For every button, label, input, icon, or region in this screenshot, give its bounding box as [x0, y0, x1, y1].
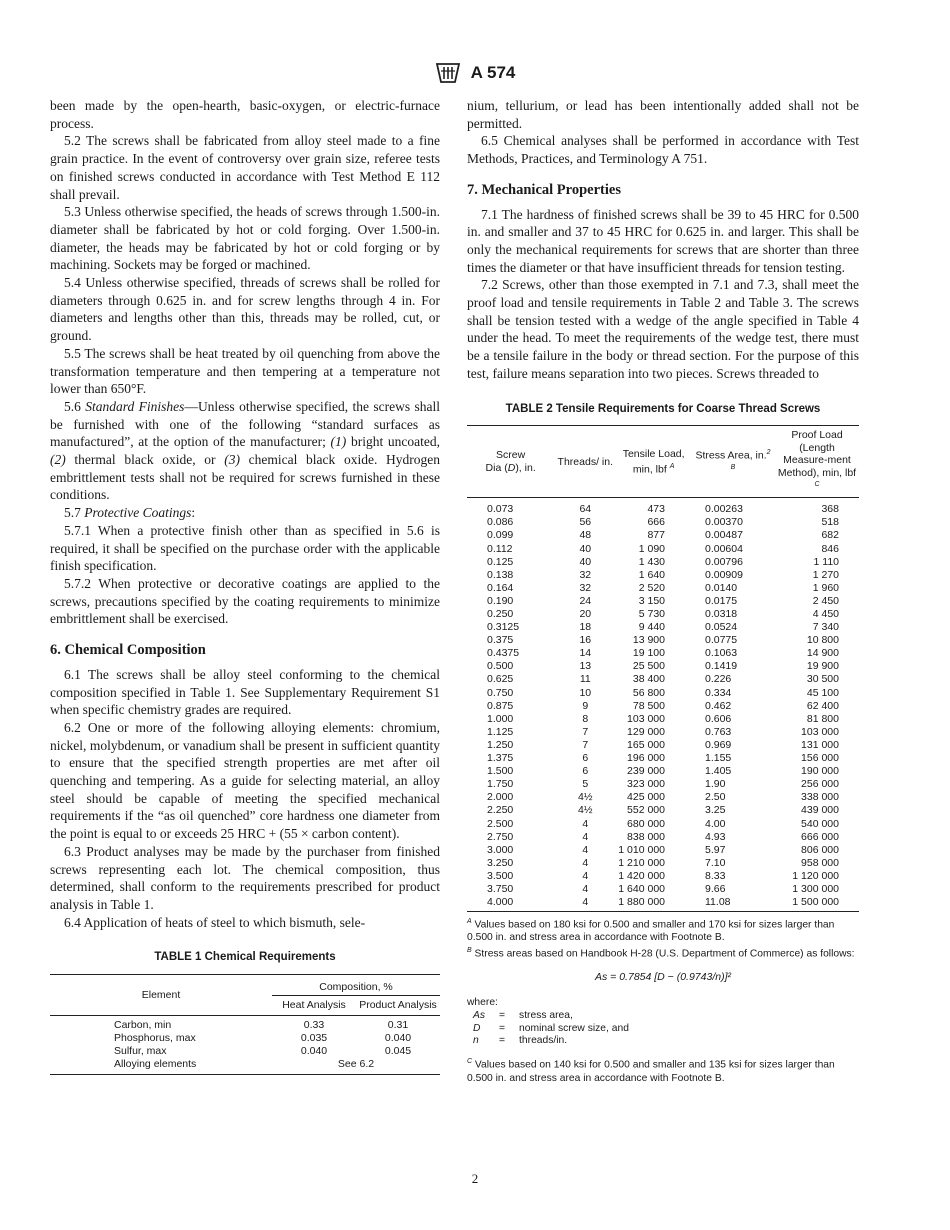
table-cell: 4 [582, 856, 589, 869]
paragraph-5-7: 5.7 Protective Coatings: [64, 505, 196, 521]
table2-footnote-c: $^C$ Values based on 140 ksi for 0.500 and smaller and 135 ksi for sizes larger than 0.500 in. and stress area in accordance with Footnote B. [467, 1058, 835, 1084]
table-cell: 256 000 [801, 778, 839, 791]
table1-header-composition: Composition, % [272, 975, 440, 996]
table-cell: 4.000 [487, 896, 514, 909]
table-cell: 40 [579, 542, 592, 555]
table-cell: 11 [579, 673, 591, 686]
table-cell: 4.00 [705, 817, 726, 830]
paragraph-5-5: 5.5 The screws shall be heat treated by oil quenching from above the transformation temperature and then tempering at a temperature not lower than 650°F. [50, 345, 440, 397]
table-cell: 40 [579, 555, 592, 568]
table-cell: 368 [821, 503, 839, 516]
table-cell: 56 800 [632, 686, 665, 699]
table-cell: 425 000 [627, 791, 665, 804]
table-cell: 19 100 [632, 647, 665, 660]
table-cell: 1 120 000 [792, 869, 839, 882]
table-cell: 4½ [577, 791, 593, 804]
table-cell: 4 [582, 896, 589, 909]
table-row [467, 529, 859, 542]
table-cell: 9 440 [638, 621, 665, 634]
table-cell: 9.66 [705, 882, 726, 895]
table-cell: 239 000 [627, 765, 665, 778]
table-cell: 8.33 [705, 869, 726, 882]
table-cell: 38 400 [632, 673, 665, 686]
paragraph-5-7-1: 5.7.1 When a protective finish other than as specified in 5.6 is required, it shall be specified on the purchase order with the applicable finish specification. [50, 522, 440, 574]
paragraph-5-3: 5.3 Unless otherwise specified, the heads of screws through 1.500-in. diameter shall be fabricated by hot or cold forging. Over 1.500-in. diameter, the heads may be fabricated by hot or cold forging or by machining. Sockets may be forged or machined. [50, 204, 440, 273]
table-cell: 5 730 [638, 608, 665, 620]
table-cell: 6 [582, 752, 589, 765]
table-cell: 0.138 [487, 568, 514, 581]
table-cell: 518 [821, 516, 839, 529]
table-cell: 666 000 [801, 830, 839, 843]
table-cell: 4.93 [705, 830, 726, 843]
table-cell: 0.606 [705, 712, 732, 725]
paragraph-6-5: 6.5 Chemical analyses shall be performed in accordance with Test Methods, Practices, and Terminology A 751. [467, 133, 859, 167]
table-row [467, 896, 859, 912]
table-cell: 1 090 [638, 542, 665, 555]
table-cell: 0.00909 [705, 568, 743, 581]
table-cell: 2.000 [487, 791, 514, 804]
table-cell: 4 [582, 882, 589, 895]
page-header [0, 62, 950, 84]
table-cell: 877 [647, 529, 665, 542]
table-row [467, 687, 859, 700]
table-cell: 1 430 [638, 555, 665, 568]
table-cell: 0.462 [705, 699, 732, 712]
table-cell: 1.90 [705, 778, 726, 791]
table-cell: 0.0775 [705, 634, 738, 647]
table-cell: 32 [579, 568, 592, 581]
table-cell: 1 300 000 [792, 882, 839, 895]
table1-chemical-requirements [50, 974, 440, 1075]
table-row [467, 831, 859, 844]
table-cell: 11.08 [705, 896, 731, 909]
table-cell: 24 [579, 594, 592, 607]
table-cell: 10 [579, 686, 592, 699]
table-cell: 56 [579, 516, 592, 529]
table-cell: 131 000 [801, 738, 839, 751]
table-cell: 103 000 [627, 712, 665, 725]
table-row: Sulfur, max 0.040 0.045 [114, 1045, 412, 1058]
table-cell: 1.155 [705, 752, 732, 765]
table-cell: 0.0140 [705, 581, 738, 594]
table-cell: 156 000 [801, 752, 839, 765]
table-cell: 48 [579, 529, 592, 542]
table-cell: 10 800 [806, 634, 839, 647]
table-cell: 3.500 [487, 869, 514, 882]
table1-header-element: Element [50, 975, 272, 1016]
table-cell: 25 500 [632, 660, 665, 673]
table-cell: 3 150 [638, 594, 665, 607]
table-cell: 0.125 [487, 555, 514, 568]
table-cell: 62 400 [806, 699, 839, 712]
table-row [467, 516, 859, 529]
table-cell: 78 500 [632, 699, 665, 712]
table-cell: 2 520 [638, 581, 665, 594]
table-cell: 552 000 [627, 804, 665, 817]
table-row [467, 739, 859, 752]
table-cell: 1 640 000 [618, 882, 665, 895]
table-row [467, 634, 859, 647]
table-row [467, 673, 859, 686]
table-cell: 4 [582, 843, 589, 856]
where-label: where: [467, 997, 498, 1009]
table-cell: 0.250 [487, 608, 514, 620]
table-cell: 838 000 [627, 830, 665, 843]
paragraph-5-6: 5.6 Standard Finishes—Unless otherwise specified, the screws shall be furnished with one of the following “standard surfaces as manufactured”, at the option of the manufacturer; (1) bright uncoated, (2) thermal black oxide, or (3) chemical black oxide. Hydrogen embrittlement tests shall not be required for screws furnished in these conditions. [50, 398, 441, 503]
table-cell: 190 000 [801, 765, 839, 778]
table-cell: 0.099 [487, 529, 514, 542]
table-cell: 0.073 [487, 503, 514, 516]
table-cell: 45 100 [806, 686, 839, 699]
table-cell: 0.086 [487, 516, 514, 529]
table-cell: 5.97 [705, 843, 726, 856]
table2-tensile-requirements [467, 425, 859, 912]
astm-logo-icon [435, 62, 461, 84]
list-item: As = stress area, [473, 1009, 573, 1021]
table-cell: 682 [821, 529, 839, 542]
table-cell: 0.875 [487, 699, 514, 712]
table-cell: 9 [582, 699, 589, 712]
paragraph-5-4: 5.4 Unless otherwise specified, threads of screws shall be rolled for diameters through 0.625 in. and for screw lengths through 4 in. For diameters and lengths other than this, threads may be rolled, cut, or ground. [50, 275, 440, 344]
table-cell: 1 500 000 [792, 896, 839, 909]
table2-header-threads: Threads/ in. [554, 426, 616, 498]
table-cell: 1 880 000 [618, 896, 665, 909]
table-cell: 1 110 [813, 555, 839, 568]
table-row [467, 543, 859, 556]
paragraph-6-4: 6.4 Application of heats of steel to which bismuth, sele- [64, 914, 366, 930]
table-cell: 0.375 [487, 634, 514, 647]
paragraph: nium, tellurium, or lead has been intentionally added shall not be permitted. [467, 98, 859, 131]
table-cell: 439 000 [801, 804, 839, 817]
table-cell: 0.4375 [487, 647, 520, 660]
table-row [467, 713, 859, 726]
table-row [467, 752, 859, 765]
table-cell: 1 270 [812, 568, 839, 581]
paragraph-5-7-2: 5.7.2 When protective or decorative coatings are applied to the screws, precautions specified by the coating requirements to minimize embrittlement shall be exercised. [50, 575, 440, 627]
table-cell: 1.125 [487, 725, 514, 738]
table-cell: 0.164 [487, 581, 514, 594]
table-row [467, 726, 859, 739]
table-cell: 19 900 [806, 660, 839, 673]
table-cell: 0.334 [705, 686, 732, 699]
table-cell: 3.750 [487, 882, 514, 895]
table-row: Carbon, min 0.33 0.31 [114, 1019, 409, 1032]
table-cell: 3.250 [487, 856, 514, 869]
table-cell: 18 [579, 621, 592, 634]
table-cell: 958 000 [801, 856, 839, 869]
table-cell: 0.625 [487, 673, 514, 686]
paragraph-6-1: 6.1 The screws shall be alloy steel conforming to the chemical composition specified in Table 1. See Supplementary Requirement S1 when specific chemistry grades are required. [50, 666, 440, 718]
table-cell: 0.969 [705, 738, 732, 751]
table-cell: 0.750 [487, 686, 514, 699]
list-item: D = nominal screw size, and [473, 1022, 629, 1034]
table-cell: 20 [579, 608, 592, 620]
table-cell: 2.500 [487, 817, 514, 830]
table-cell: 4 [582, 869, 589, 882]
table-cell: 846 [821, 542, 839, 555]
table-row [467, 582, 859, 595]
table-cell: 2.50 [705, 791, 726, 804]
definitions-list [467, 1010, 637, 1048]
list-item: n = threads/in. [473, 1035, 568, 1047]
table-row [467, 883, 859, 896]
table-row [467, 818, 859, 831]
paragraph-6-3: 6.3 Product analyses may be made by the purchaser from finished screws representing each lot. The chemical composition, thus determined, shall conform to the requirements prescribed for product analysis in Table 1. [50, 843, 440, 912]
table-row [467, 804, 859, 817]
table-cell: 4 [582, 817, 589, 830]
table2-footnote-b: $^B$ Stress areas based on Handbook H-28 (U.S. Department of Commerce) as follows: [467, 947, 855, 960]
table-cell: 806 000 [801, 843, 839, 856]
table-cell: 3.25 [705, 804, 726, 817]
paragraph-7-1: 7.1 The hardness of finished screws shall be 39 to 45 HRC for 0.500 in. and smaller and 37 to 45 HRC for 0.625 in. and larger. This shall be only the mechanical requirements for screws that are shorter than three times the diameter or that have insufficient threads for tension testing. [467, 206, 859, 275]
table-row: Alloying elements See 6.2 [114, 1058, 375, 1071]
table-cell: 0.00796 [705, 555, 743, 568]
stress-area-formula: As = 0.7854 [D − (0.9743/n)]² [595, 971, 731, 984]
standard-code: A 574 [470, 63, 516, 82]
table-cell: 16 [579, 634, 592, 647]
table-cell: 129 000 [627, 725, 665, 738]
table-cell: 3.000 [487, 843, 514, 856]
table-cell: 7 340 [812, 621, 839, 634]
table-cell: 0.00604 [705, 542, 743, 555]
section-heading-6: 6. Chemical Composition [50, 642, 206, 659]
table-row [467, 844, 859, 857]
table-row [467, 700, 859, 713]
table-cell: 4½ [577, 804, 593, 817]
table2-header-tensile: Tensile Load, min, lbf $^A$ [616, 426, 691, 498]
table-cell: 0.0318 [705, 608, 738, 620]
table1-header-product: Product Analysis [356, 996, 440, 1016]
table-row [467, 608, 859, 621]
table-cell: 0.1063 [705, 647, 738, 660]
table-cell: 2.750 [487, 830, 514, 843]
table-cell: 0.3125 [487, 621, 520, 634]
paragraph-7-2: 7.2 Screws, other than those exempted in 7.1 and 7.3, shall meet the proof load and tensile requirements in Table 2 and Table 3. The screws shall be tension tested with a wedge of the angle specified in Table 4 under the head. To meet the requirements of the wedge test, there must be a tensile failure in the body or thread section. For the purpose of this test, failure means separation into two pieces. Screws threaded to [467, 277, 859, 381]
paragraph: been made by the open-hearth, basic-oxygen, or electric-furnace process. [50, 98, 440, 131]
table-cell: 6 [582, 765, 589, 778]
table-row [467, 556, 859, 569]
table-cell: 4 [582, 830, 589, 843]
table-cell: 323 000 [627, 778, 665, 791]
table-cell: 7 [582, 725, 589, 738]
table-cell: 103 000 [801, 725, 839, 738]
table2-title: TABLE 2 Tensile Requirements for Coarse Thread Screws [505, 402, 821, 415]
table-cell: 1 010 000 [618, 843, 665, 856]
table2-header-proof: Proof Load (Length Measure-ment Method), min, lbf $^C$ [775, 426, 859, 498]
table-cell: 1 420 000 [618, 869, 665, 882]
table-cell: 0.0175 [705, 594, 738, 607]
table-cell: 4 450 [812, 608, 839, 620]
table-cell: 666 [647, 516, 665, 529]
table-row [467, 621, 859, 634]
table-cell: 0.112 [487, 542, 513, 555]
table-row [467, 569, 859, 582]
table-cell: 540 000 [801, 817, 839, 830]
table1-title: TABLE 1 Chemical Requirements [154, 951, 336, 964]
table-cell: 81 800 [806, 712, 839, 725]
table-cell: 1.375 [487, 752, 514, 765]
table-row [467, 660, 859, 673]
table2-header-dia: Screw Dia (D), in. [467, 426, 554, 498]
table-cell: 0.190 [487, 594, 514, 607]
table2-header-stress: Stress Area, in.$^{2 B}$ [691, 426, 775, 498]
page-number: 2 [471, 1171, 479, 1186]
table-cell: 7 [582, 738, 589, 751]
table-cell: 165 000 [627, 738, 665, 751]
table-cell: 1.405 [705, 765, 732, 778]
table-cell: 5 [582, 778, 589, 791]
table-cell: 1 960 [812, 581, 839, 594]
table-cell: 0.00487 [705, 529, 743, 542]
table-cell: 2 450 [812, 594, 839, 607]
table-cell: 13 [579, 660, 592, 673]
table-cell: 0.763 [705, 725, 732, 738]
table-cell: 196 000 [627, 752, 665, 765]
table-cell: 0.00370 [705, 516, 743, 529]
table1-header-heat: Heat Analysis [272, 996, 356, 1016]
table-cell: 1 640 [638, 568, 665, 581]
table-cell: 0.500 [487, 660, 514, 673]
table-cell: 1.750 [487, 778, 514, 791]
paragraph-5-2: 5.2 The screws shall be fabricated from alloy steel made to a fine grain practice. In the event of controversy over grain size, referee tests on finished screws conducted in accordance with Test Method E 112 shall prevail. [50, 133, 440, 202]
table-cell: 30 500 [806, 673, 839, 686]
left-column [50, 97, 440, 1075]
table-row [467, 498, 859, 517]
table-cell: 7.10 [705, 856, 726, 869]
table-cell: 14 900 [806, 647, 839, 660]
table-row [467, 870, 859, 883]
table2-footnote-a: $^A$ Values based on 180 ksi for 0.500 and smaller and 170 ksi for sizes larger than 0.500 in. and stress area in accordance with Footnote B. [467, 918, 835, 944]
table-cell: 338 000 [801, 791, 839, 804]
table-row [467, 857, 859, 870]
table-cell: 2.250 [487, 804, 514, 817]
table-cell: 473 [647, 503, 665, 516]
table-cell: 680 000 [627, 817, 665, 830]
table-row: Phosphorus, max 0.035 0.040 [114, 1032, 412, 1045]
right-column [467, 97, 859, 1085]
table-cell: 1 210 000 [618, 856, 665, 869]
table-cell: 1.250 [487, 738, 514, 751]
table-row [467, 647, 859, 660]
table-cell: 0.0524 [705, 621, 738, 634]
table-cell: 13 900 [632, 634, 665, 647]
table-cell: 14 [579, 647, 592, 660]
table-row [467, 595, 859, 608]
table-row [467, 778, 859, 791]
table-cell: 0.00263 [705, 503, 743, 516]
table-cell: 32 [579, 581, 592, 594]
table-cell: 1.500 [487, 765, 514, 778]
section-heading-7: 7. Mechanical Properties [467, 181, 621, 198]
table-cell: 0.1419 [705, 660, 738, 673]
table-row [467, 791, 859, 804]
table-cell: 1.000 [487, 712, 514, 725]
table-cell: 64 [579, 503, 592, 516]
table-cell: 8 [582, 712, 589, 725]
table-row [467, 765, 859, 778]
paragraph-6-2: 6.2 One or more of the following alloying elements: chromium, nickel, molybdenum, or vanadium shall be present in sufficient quantity to ensure that the specified strength properties are met after oil quenching and tempering. As a guide for selecting material, an alloy steel should be capable of meeting the specified mechanical requirements if the “as oil quenched” core hardness one diameter from the point is equal to or exceeds 25 HRC + (55 × carbon content). [50, 719, 440, 842]
table-cell: 0.226 [705, 673, 732, 686]
